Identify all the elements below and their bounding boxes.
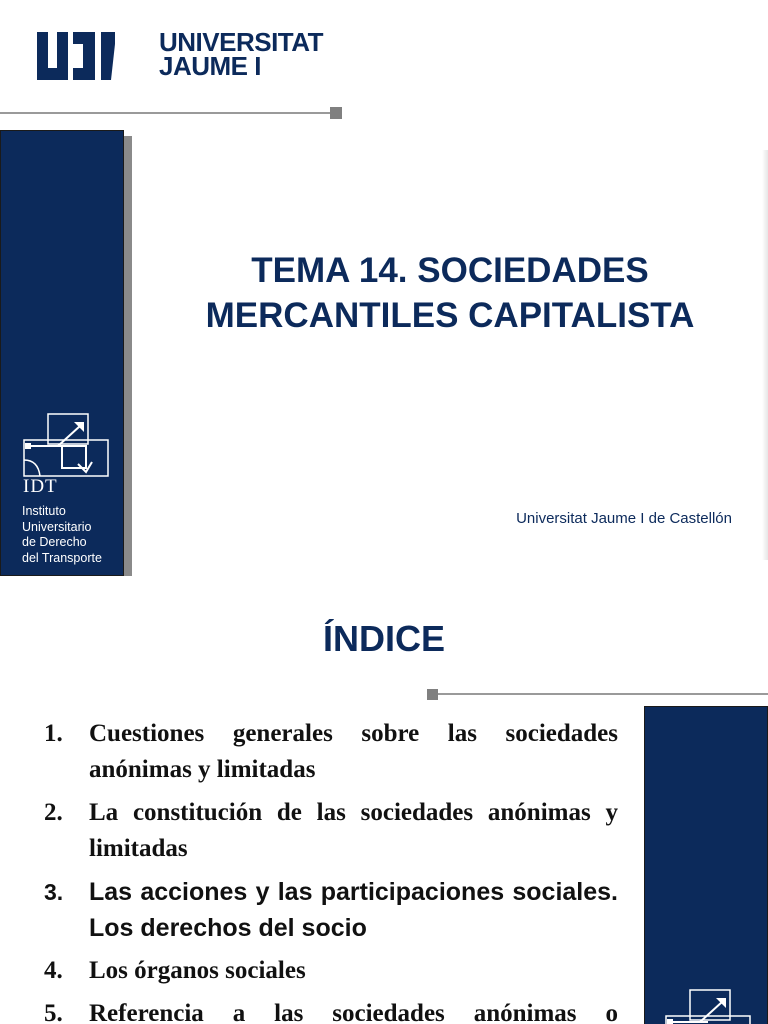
idt-abbreviation: IDT	[23, 476, 58, 497]
index-item-number: 3.	[44, 879, 64, 905]
index-item	[44, 874, 618, 946]
uji-wordmark-line1: UNIVERSITAT	[159, 27, 323, 57]
index-item-text: Referencia a las sociedades anónimas o	[89, 1000, 618, 1024]
index-item-text: Los órganos sociales	[89, 957, 306, 984]
uji-wordmark	[159, 27, 323, 81]
slide-subtitle: Universitat Jaume I de Castellón	[516, 510, 732, 527]
divider-end-marker	[330, 107, 342, 119]
index-heading: ÍNDICE	[322, 618, 445, 659]
uji-logo	[37, 27, 337, 82]
index-item-number: 1.	[44, 720, 63, 747]
index-item-text: La constitución de las sociedades anónimas y limitadas	[89, 799, 618, 862]
uji-logo-icon	[37, 30, 149, 82]
slide-title	[150, 248, 750, 338]
index-item-text: Cuestiones generales sobre las sociedades anónimas y limitadas	[89, 720, 618, 783]
index-item	[44, 996, 618, 1024]
index-item-number: 2.	[44, 799, 63, 826]
side-panel-shadow	[124, 136, 132, 576]
index-divider	[432, 693, 768, 695]
idt-line: del Transporte	[22, 550, 102, 565]
index-item	[44, 953, 618, 989]
index-slide	[0, 576, 768, 1024]
slide-title-line1: TEMA 14. SOCIEDADES	[251, 251, 649, 290]
idt-logo-icon	[664, 988, 754, 1024]
index-item-number: 5.	[44, 1000, 63, 1024]
index-item	[44, 716, 618, 788]
idt-line: de Derecho	[22, 535, 87, 549]
index-item	[44, 795, 618, 867]
idt-full-name	[22, 504, 102, 566]
slide-title-line2: MERCANTILES CAPITALISTA	[205, 296, 695, 335]
right-edge-shade	[762, 150, 768, 560]
side-panel	[644, 706, 768, 1024]
idt-line: Instituto	[22, 504, 66, 518]
index-list	[44, 716, 618, 1024]
index-item-text: Las acciones y las participaciones sociales. Los derechos del socio	[89, 878, 618, 942]
uji-wordmark-line2: JAUME I	[159, 51, 261, 81]
index-item-number: 4.	[44, 957, 63, 984]
idt-line: Universitario	[22, 519, 92, 534]
header-divider	[0, 112, 332, 114]
divider-start-marker	[427, 689, 438, 700]
